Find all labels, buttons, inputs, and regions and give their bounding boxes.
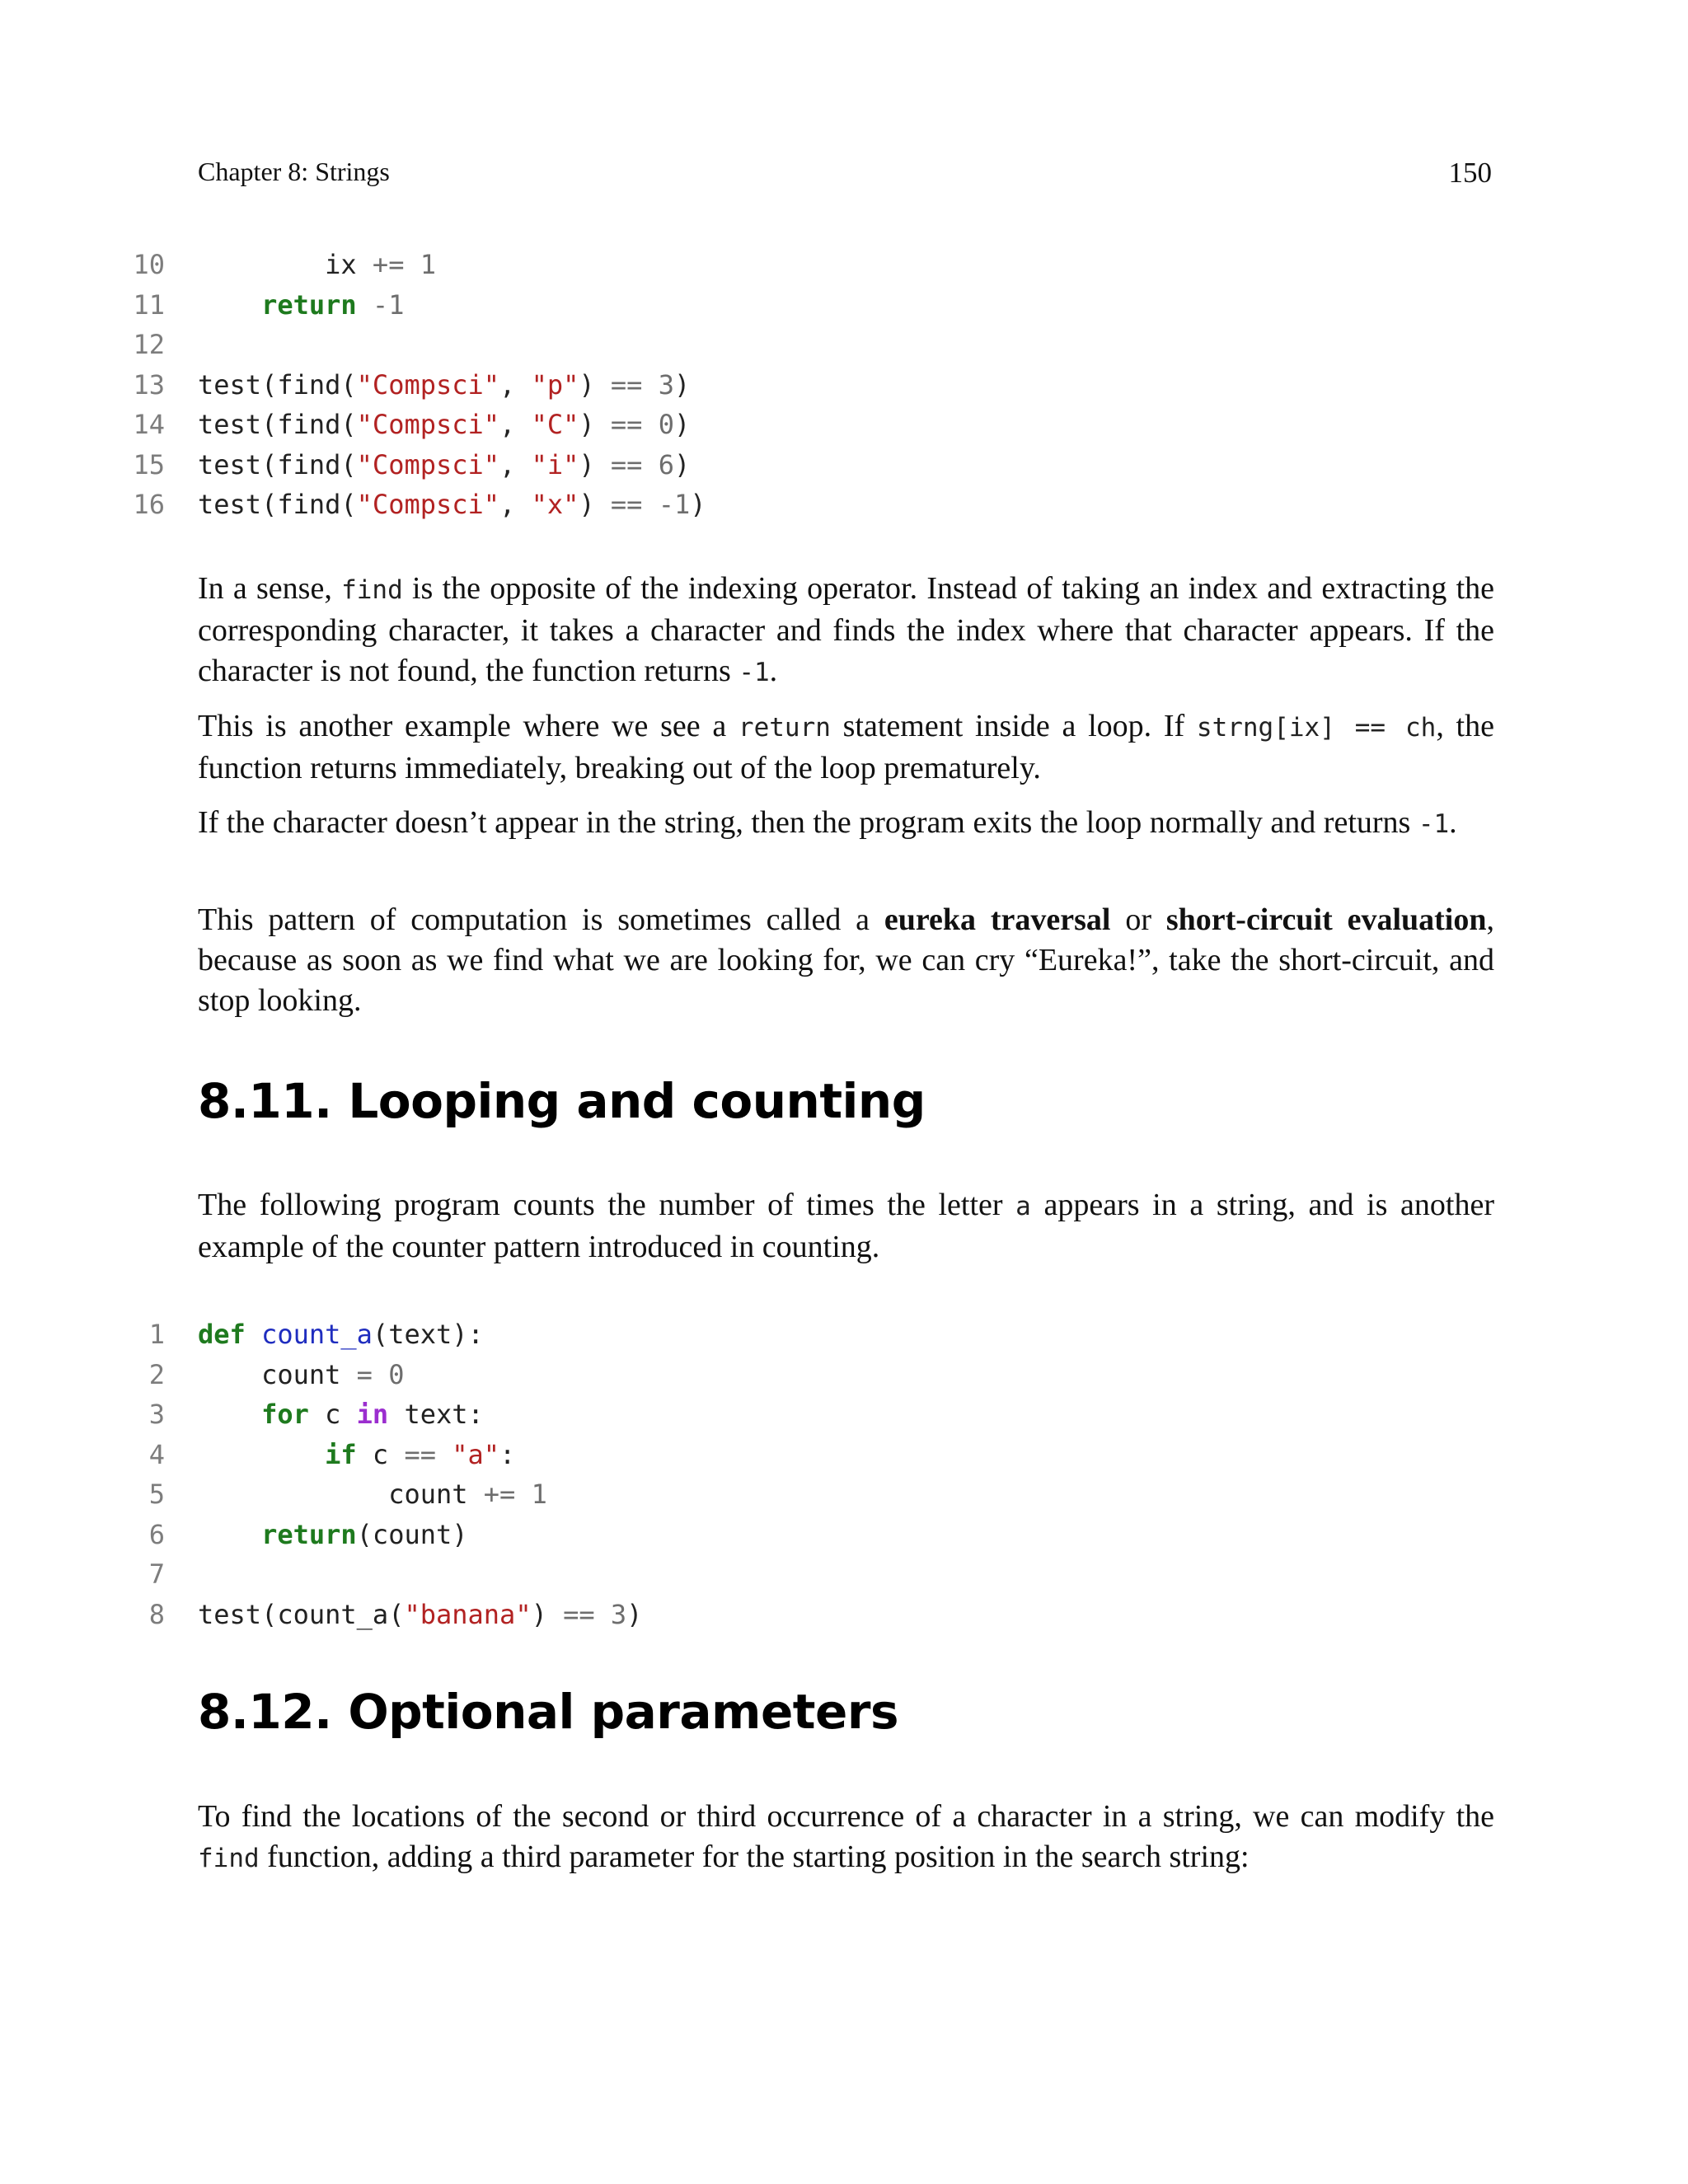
- line-number: 11: [133, 288, 165, 321]
- inline-code: a: [1015, 1192, 1031, 1221]
- inline-code: return: [738, 713, 831, 743]
- code-text: def count_a(text):: [198, 1319, 484, 1350]
- section-heading-8-11: 8.11. Looping and counting: [198, 1073, 926, 1129]
- paragraph-not-found: If the character doesn’t appear in the string, then the program exits the loop normally and returns -1.: [198, 805, 1457, 840]
- code-text: for c in text:: [261, 1399, 484, 1430]
- code-text: test(find("Compsci", "p") == 3): [198, 368, 691, 401]
- line-number: 14: [133, 409, 165, 440]
- inline-code: -1: [738, 658, 770, 687]
- code-text: count = 0: [261, 1358, 405, 1390]
- paragraph-return-in-loop: This is another example where we see a return statement inside a loop. If strng[ix] == ch, the function returns immediately, breaking out of the loop prematurely.: [198, 709, 1494, 785]
- line-number: 6: [148, 1518, 165, 1550]
- inline-code: -1: [1418, 809, 1450, 839]
- line-number: 7: [148, 1558, 165, 1590]
- code-text: if c == "a":: [325, 1438, 516, 1470]
- page-number: 150: [1448, 157, 1492, 189]
- line-number: 2: [148, 1358, 165, 1390]
- paragraph-eureka: This pattern of computation is sometimes called a eureka traversal or short-circuit evaluation, because as soon as we find what we are looking for, we can cry “Eureka!”, take the short-circuit, and stop looking.: [198, 902, 1494, 1018]
- term-short-circuit-evaluation: short-circuit evaluation: [1165, 902, 1487, 937]
- line-number: 13: [133, 368, 165, 401]
- term-eureka-traversal: eureka traversal: [884, 902, 1111, 937]
- inline-code: find: [341, 575, 403, 605]
- line-number: 10: [133, 249, 165, 280]
- paragraph-optional-params: To find the locations of the second or third occurrence of a character in a string, we can modify the find function, adding a third parameter for the starting position in the search string:: [198, 1799, 1494, 1874]
- paragraph-find-opposite: In a sense, find is the opposite of the indexing operator. Instead of taking an index and extracting the corresponding character, it takes a character and finds the index where that character appears. If the character is not found, the function returns -1.: [198, 571, 1494, 688]
- code-text: test(count_a("banana") == 3): [198, 1598, 643, 1630]
- line-number: 4: [148, 1438, 165, 1470]
- paragraph-count-letter: The following program counts the number of times the letter a appears in a string, and is another example of the counter pattern introduced in counting.: [198, 1188, 1494, 1264]
- code-text: return(count): [261, 1518, 468, 1550]
- line-number: 5: [148, 1479, 165, 1510]
- code-text: test(find("Compsci", "x") == -1): [198, 489, 706, 520]
- code-text: return -1: [261, 288, 405, 321]
- section-heading-8-12: 8.12. Optional parameters: [198, 1684, 898, 1740]
- inline-code: find: [198, 1844, 260, 1873]
- line-number: 8: [148, 1598, 165, 1630]
- code-text: ix += 1: [325, 249, 436, 280]
- code-text: test(find("Compsci", "i") == 6): [198, 448, 691, 480]
- code-text: count += 1: [388, 1479, 547, 1510]
- line-number: 16: [133, 489, 165, 520]
- chapter-title: Chapter 8: Strings: [198, 157, 390, 186]
- line-number: 15: [133, 448, 165, 480]
- line-number: 3: [148, 1399, 165, 1430]
- line-number: 12: [133, 329, 165, 360]
- code-text: test(find("Compsci", "C") == 0): [198, 409, 691, 440]
- line-number: 1: [148, 1319, 165, 1350]
- inline-code: strng[ix] == ch: [1196, 713, 1437, 743]
